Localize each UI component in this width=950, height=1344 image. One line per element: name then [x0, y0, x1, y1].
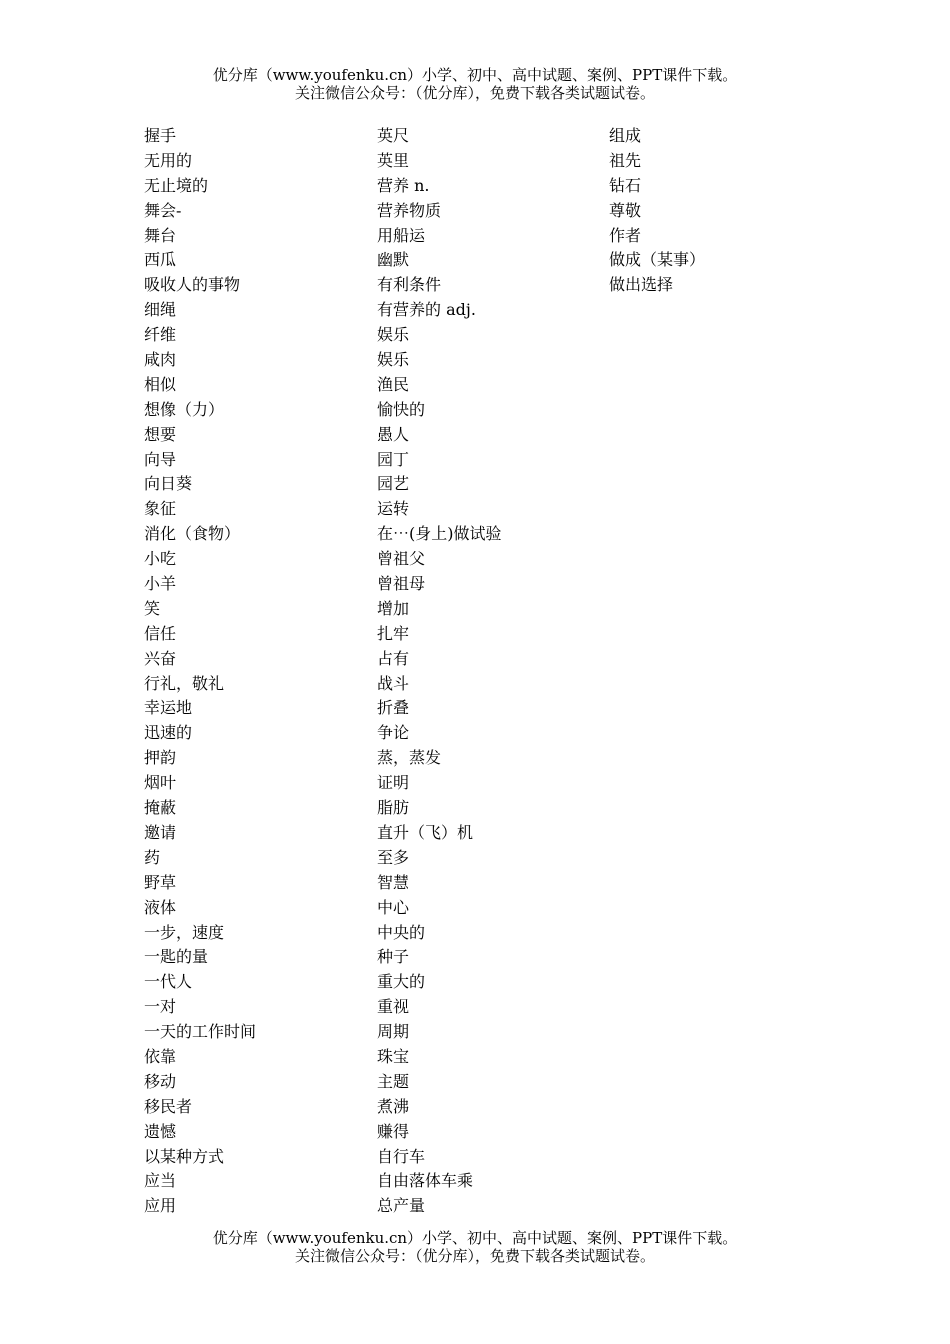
word-entry: 祖先 [609, 150, 642, 170]
word-entry: 幸运地 [144, 698, 193, 718]
word-entry: 园丁 [377, 449, 410, 469]
word-entry: 钻石 [609, 175, 642, 195]
word-entry: 至多 [377, 847, 410, 867]
word-column-1 [144, 124, 256, 1219]
word-entry: 自由落体车乘 [377, 1171, 474, 1191]
word-entry: 小吃 [144, 549, 177, 569]
word-entry: 细绳 [144, 300, 177, 320]
word-entry: 幽默 [377, 250, 410, 270]
word-entry: 做成（某事） [609, 250, 706, 270]
word-entry: 应当 [144, 1171, 177, 1191]
word-entry: 重视 [377, 997, 410, 1017]
word-entry: 笑 [144, 598, 161, 618]
page-header [0, 66, 950, 102]
word-entry: 脂肪 [377, 798, 410, 818]
word-entry: 煮沸 [377, 1096, 410, 1116]
page-footer [0, 1229, 950, 1265]
word-entry: 应用 [144, 1196, 177, 1216]
word-entry: 一对 [144, 997, 177, 1017]
word-entry: 英尺 [377, 126, 410, 145]
word-entry: 一代人 [144, 972, 193, 992]
word-entry: 愉快的 [377, 399, 426, 419]
word-entry: 想像（力） [144, 399, 225, 419]
word-entry: 舞会- [144, 200, 182, 220]
word-entry: 扎牢 [377, 623, 410, 643]
word-entry: 愚人 [377, 424, 410, 444]
word-entry: 周期 [377, 1022, 410, 1042]
word-entry: 行礼，敬礼 [144, 673, 225, 693]
word-entry: 渔民 [377, 374, 410, 394]
word-entry: 娱乐 [377, 325, 410, 345]
word-entry: 向日葵 [144, 474, 193, 494]
word-entry: 有营养的 adj. [377, 300, 476, 320]
word-entry: 折叠 [377, 698, 410, 718]
word-entry: 作者 [609, 225, 642, 245]
word-entry: 消化（食物） [144, 524, 241, 544]
word-entry: 种子 [377, 947, 410, 967]
word-entry: 用船运 [377, 225, 426, 245]
word-entry: 西瓜 [144, 250, 177, 270]
word-entry: 尊敬 [609, 200, 642, 220]
word-entry: 园艺 [377, 474, 410, 494]
word-entry: 总产量 [377, 1196, 426, 1216]
word-entry: 移民者 [144, 1096, 193, 1116]
word-entry: 中央的 [377, 922, 426, 942]
word-entry: 营养 n. [377, 175, 430, 195]
word-entry: 一天的工作时间 [144, 1022, 257, 1042]
word-entry: 组成 [609, 126, 642, 145]
word-entry: 药 [144, 847, 161, 867]
word-entry: 娱乐 [377, 350, 410, 370]
word-entry: 占有 [377, 648, 410, 668]
word-entry: 曾祖母 [377, 574, 426, 594]
word-entry: 增加 [377, 598, 410, 618]
word-entry: 兴奋 [144, 648, 177, 668]
word-entry: 赚得 [377, 1121, 410, 1141]
word-entry: 舞台 [144, 225, 177, 245]
word-entry: 运转 [377, 499, 410, 519]
word-entry: 液体 [144, 897, 177, 917]
word-entry: 曾祖父 [377, 549, 426, 569]
word-entry: 争论 [377, 723, 410, 743]
word-entry: 有利条件 [377, 275, 442, 295]
word-column-2 [377, 124, 502, 1219]
word-entry: 中心 [377, 897, 410, 917]
word-entry: 以某种方式 [144, 1146, 225, 1166]
word-entry: 依靠 [144, 1046, 177, 1066]
header-line-1: 优分库（www.youfenku.cn）小学、初中、高中试题、案例、PPT课件下载。 [212, 66, 738, 84]
word-entry: 主题 [377, 1071, 410, 1091]
word-entry: 珠宝 [377, 1046, 410, 1066]
word-entry: 纤维 [144, 325, 177, 345]
word-entry: 握手 [144, 126, 177, 145]
word-entry: 小羊 [144, 574, 177, 594]
word-entry: 无止境的 [144, 175, 209, 195]
word-entry: 咸肉 [144, 350, 177, 370]
word-entry: 一步，速度 [144, 922, 225, 942]
word-entry: 英里 [377, 150, 410, 170]
word-entry: 蒸，蒸发 [377, 748, 442, 768]
word-entry: 掩蔽 [144, 798, 177, 818]
word-entry: 相似 [144, 374, 177, 394]
word-entry: 在⋯(身上)做试验 [377, 524, 502, 544]
header-line-2: 关注微信公众号：（优分库），免费下载各类试题试卷。 [294, 84, 655, 102]
word-entry: 无用的 [144, 150, 193, 170]
word-entry: 象征 [144, 499, 177, 519]
word-entry: 押韵 [144, 748, 177, 768]
word-column-3 [609, 124, 705, 298]
word-entry: 想要 [144, 424, 177, 444]
word-entry: 战斗 [377, 673, 410, 693]
word-entry: 迅速的 [144, 723, 193, 743]
word-entry: 向导 [144, 449, 177, 469]
word-entry: 做出选择 [609, 275, 674, 295]
word-entry: 吸收人的事物 [144, 275, 241, 295]
word-entry: 一匙的量 [144, 947, 209, 967]
word-entry: 移动 [144, 1071, 177, 1091]
word-entry: 智慧 [377, 872, 410, 892]
word-entry: 自行车 [377, 1146, 426, 1166]
word-entry: 重大的 [377, 972, 426, 992]
footer-line-2: 关注微信公众号：（优分库），免费下载各类试题试卷。 [294, 1247, 655, 1265]
word-entry: 营养物质 [377, 200, 442, 220]
word-entry: 烟叶 [144, 773, 177, 793]
word-entry: 野草 [144, 872, 177, 892]
footer-line-1: 优分库（www.youfenku.cn）小学、初中、高中试题、案例、PPT课件下载。 [212, 1229, 738, 1247]
word-entry: 信任 [144, 623, 177, 643]
word-entry: 证明 [377, 773, 410, 793]
word-entry: 邀请 [144, 822, 177, 842]
word-entry: 直升（飞）机 [377, 822, 474, 842]
word-entry: 遗憾 [144, 1121, 177, 1141]
